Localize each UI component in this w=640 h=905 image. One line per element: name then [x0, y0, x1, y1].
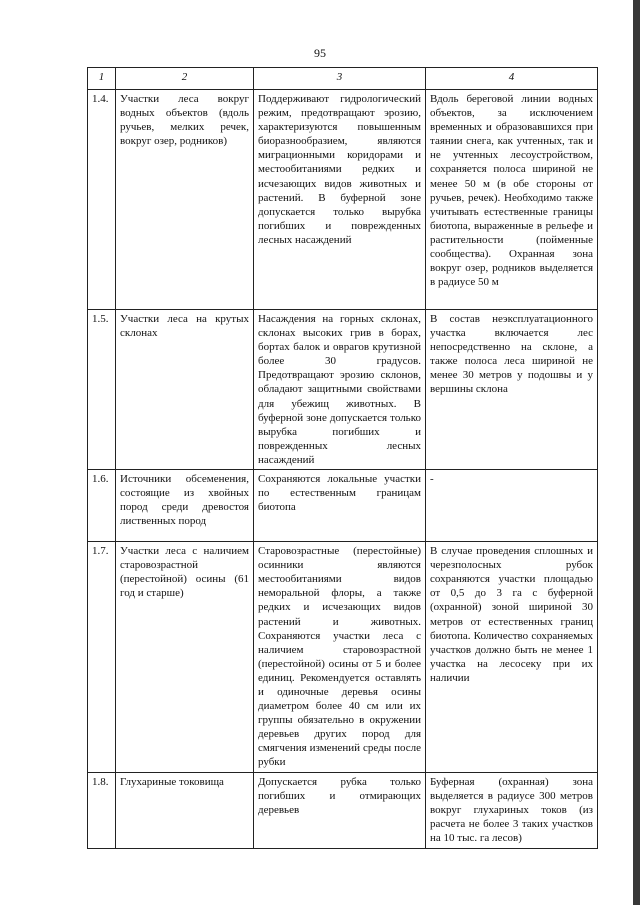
biotope-table — [87, 67, 598, 849]
row-protection: Вдоль береговой линии водных объектов, за исключением временных и образовавшихся при таянии снега, как учтенных, так и не учтенных лесоустройством, сохраняется полоса шириной не менее 50 м (в обе стороны от ручьев, речек). Необходимо также учитывать естественные границы биотопа, выраженные в рельефе и растительности (пойменные сообщества). Охранная зона вокруг озер, родников выделяется в радиусе 50 м — [426, 90, 598, 310]
row-number: 1.7. — [88, 542, 116, 773]
row-protection: В состав неэксплуатационного участка включается лес непосредственно на склоне, а также полоса леса шириной не менее 30 метров у подошвы и у вершины склона — [426, 310, 598, 470]
page-number: 95 — [314, 46, 326, 60]
row-protection: - — [426, 470, 598, 542]
scan-edge-shadow — [633, 0, 640, 905]
row-name: Глухариные токовища — [116, 772, 254, 848]
header-col-1: 1 — [88, 68, 116, 90]
row-name: Участки леса на крутых склонах — [116, 310, 254, 470]
table-row — [88, 542, 598, 773]
header-col-3: 3 — [254, 68, 426, 90]
row-description: Насаждения на горных склонах, склонах высоких грив в борах, бортах балок и оврагов крутизной более 30 градусов. Предотвращают эрозию склонов, обладают защитными свойствами для убежищ животных. В буферной зоне допускается только вырубка погибших и поврежденных лесных насаждений — [254, 310, 426, 470]
table-row — [88, 90, 598, 310]
row-number: 1.8. — [88, 772, 116, 848]
row-number: 1.6. — [88, 470, 116, 542]
table-row — [88, 772, 598, 848]
row-protection: Буферная (охранная) зона выделяется в радиусе 300 метров вокруг глухариных токов (из расчета не более 3 таких участков на 10 тыс. га лесов) — [426, 772, 598, 848]
header-col-2: 2 — [116, 68, 254, 90]
row-description: Поддерживают гидрологический режим, предотвращают эрозию, характеризуются повышенным биоразнообразием, являются миграционными коридорами и местообитаниями редких и исчезающих видов животных и растений. В буферной зоне допускается только вырубка погибших и поврежденных лесных насаждений — [254, 90, 426, 310]
row-name: Участки леса вокруг водных объектов (вдоль ручьев, мелких речек, вокруг озер, родников) — [116, 90, 254, 310]
row-protection: В случае проведения сплошных и черезполосных рубок сохраняются участки площадью от 0,5 до 3 га с буферной (охранной) зоной шириной 30 метров от естественных границ биотопа. Количество сохраняемых участков должно быть не менее 1 участка на лесосеку при их наличии — [426, 542, 598, 773]
table-header-row — [88, 68, 598, 90]
row-description: Старовозрастные (перестойные) осинники являются местообитаниями видов неморальной флоры, а также редких и исчезающих видов растений и животных. Сохраняются участки леса с наличием старовозрастной (перестойной) осины от 5 и более единиц. Рекомендуется оставлять и одиночные деревья осины диаметром более 40 см или их группы обязательно в окружении деревьев других пород для смягчения изменений среды после рубки — [254, 542, 426, 773]
header-col-4: 4 — [426, 68, 598, 90]
row-name: Источники обсеменения, состоящие из хвойных пород среди древостоя лиственных пород — [116, 470, 254, 542]
row-number: 1.4. — [88, 90, 116, 310]
table-row — [88, 310, 598, 470]
row-description: Сохраняются локальные участки по естественным границам биотопа — [254, 470, 426, 542]
table-row — [88, 470, 598, 542]
row-number: 1.5. — [88, 310, 116, 470]
row-description: Допускается рубка только погибших и отмирающих деревьев — [254, 772, 426, 848]
row-name: Участки леса с наличием старовозрастной (перестойной) осины (61 год и старше) — [116, 542, 254, 773]
